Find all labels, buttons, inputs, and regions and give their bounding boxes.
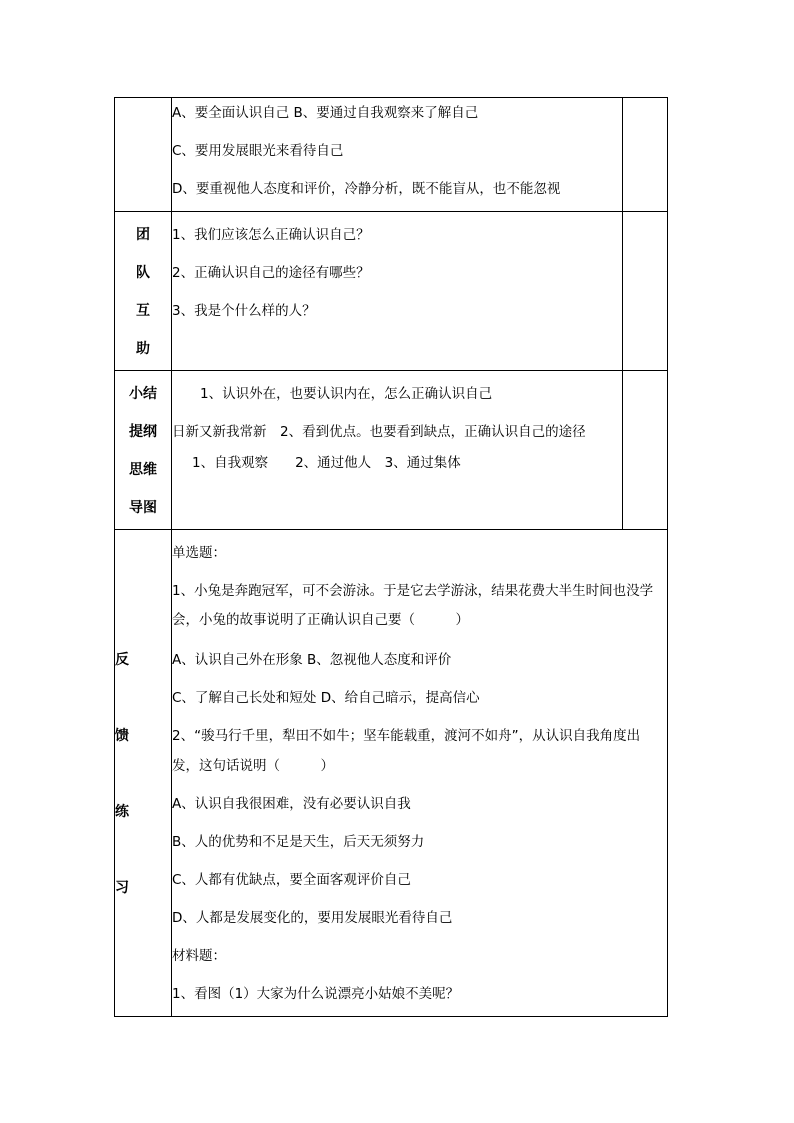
review-line-a: A、要全面认识自己 B、要通过自我观察来了解自己 — [172, 105, 479, 121]
team-label-char-2: 队 — [136, 265, 150, 281]
review-line-d: D、要重视他人态度和评价，冷静分析，既不能盲从，也不能忽视 — [172, 181, 561, 197]
practice-line-6: 2、“骏马行千里，犁田不如牛；坚车能载重，渡河不如舟”，从认识自我角度出 — [172, 728, 641, 744]
team-label-char-1: 团 — [136, 227, 150, 243]
practice-line-12: 材料题： — [172, 948, 226, 964]
team-question-1: 1、我们应该怎么正确认识自己？ — [172, 227, 370, 243]
table-column-divider-right — [622, 97, 623, 530]
team-question-3: 3、我是个什么样的人？ — [172, 303, 316, 319]
team-label-char-3: 互 — [136, 303, 150, 319]
practice-line-5: C、了解自己长处和短处 D、给自己暗示，提高信心 — [172, 690, 480, 706]
summary-label-2: 提纲 — [129, 424, 157, 440]
table-border-top — [114, 97, 668, 98]
table-border-bottom — [114, 1016, 668, 1017]
table-divider-1 — [114, 211, 668, 212]
practice-line-10: C、人都有优缺点，要全面客观评价自己 — [172, 872, 411, 888]
summary-line-2: 日新又新我常新 2、看到优点。也要看到缺点，正确认识自己的途径 — [172, 424, 586, 440]
practice-label-char-3: 练 — [115, 804, 129, 820]
practice-line-2: 1、小兔是奔跑冠军，可不会游泳。于是它去学游泳，结果花费大半生时间也没学 — [172, 583, 654, 599]
summary-label-4: 导图 — [129, 500, 157, 516]
table-divider-2 — [114, 370, 668, 371]
practice-line-9: B、人的优势和不足是天生，后天无须努力 — [172, 834, 425, 850]
practice-label-char-4: 习 — [115, 880, 129, 896]
summary-line-1: 1、认识外在，也要认识内在，怎么正确认识自己 — [200, 386, 493, 402]
practice-line-7: 发，这句话说明（ ） — [172, 758, 334, 774]
practice-line-3: 会，小兔的故事说明了正确认识自己要（ ） — [172, 612, 469, 628]
practice-line-1: 单选题： — [172, 545, 226, 561]
summary-label-3: 思维 — [129, 462, 157, 478]
practice-line-8: A、认识自我很困难，没有必要认识自我 — [172, 796, 411, 812]
review-line-c: C、要用发展眼光来看待自己 — [172, 143, 344, 159]
team-question-2: 2、正确认识自己的途径有哪些？ — [172, 265, 370, 281]
summary-line-3: 1、自我观察 2、通过他人 3、通过集体 — [192, 455, 461, 471]
team-label-char-4: 助 — [136, 341, 150, 357]
table-border-right — [667, 97, 668, 1017]
practice-line-13: 1、看图（1）大家为什么说漂亮小姑娘不美呢？ — [172, 986, 460, 1002]
practice-label-char-2: 馈 — [115, 728, 129, 744]
practice-line-11: D、人都是发展变化的，要用发展眼光看待自己 — [172, 910, 453, 926]
practice-line-4: A、认识自己外在形象 B、忽视他人态度和评价 — [172, 652, 452, 668]
table-divider-3 — [114, 529, 668, 530]
summary-label-1: 小结 — [129, 386, 157, 402]
practice-label-char-1: 反 — [115, 652, 129, 668]
